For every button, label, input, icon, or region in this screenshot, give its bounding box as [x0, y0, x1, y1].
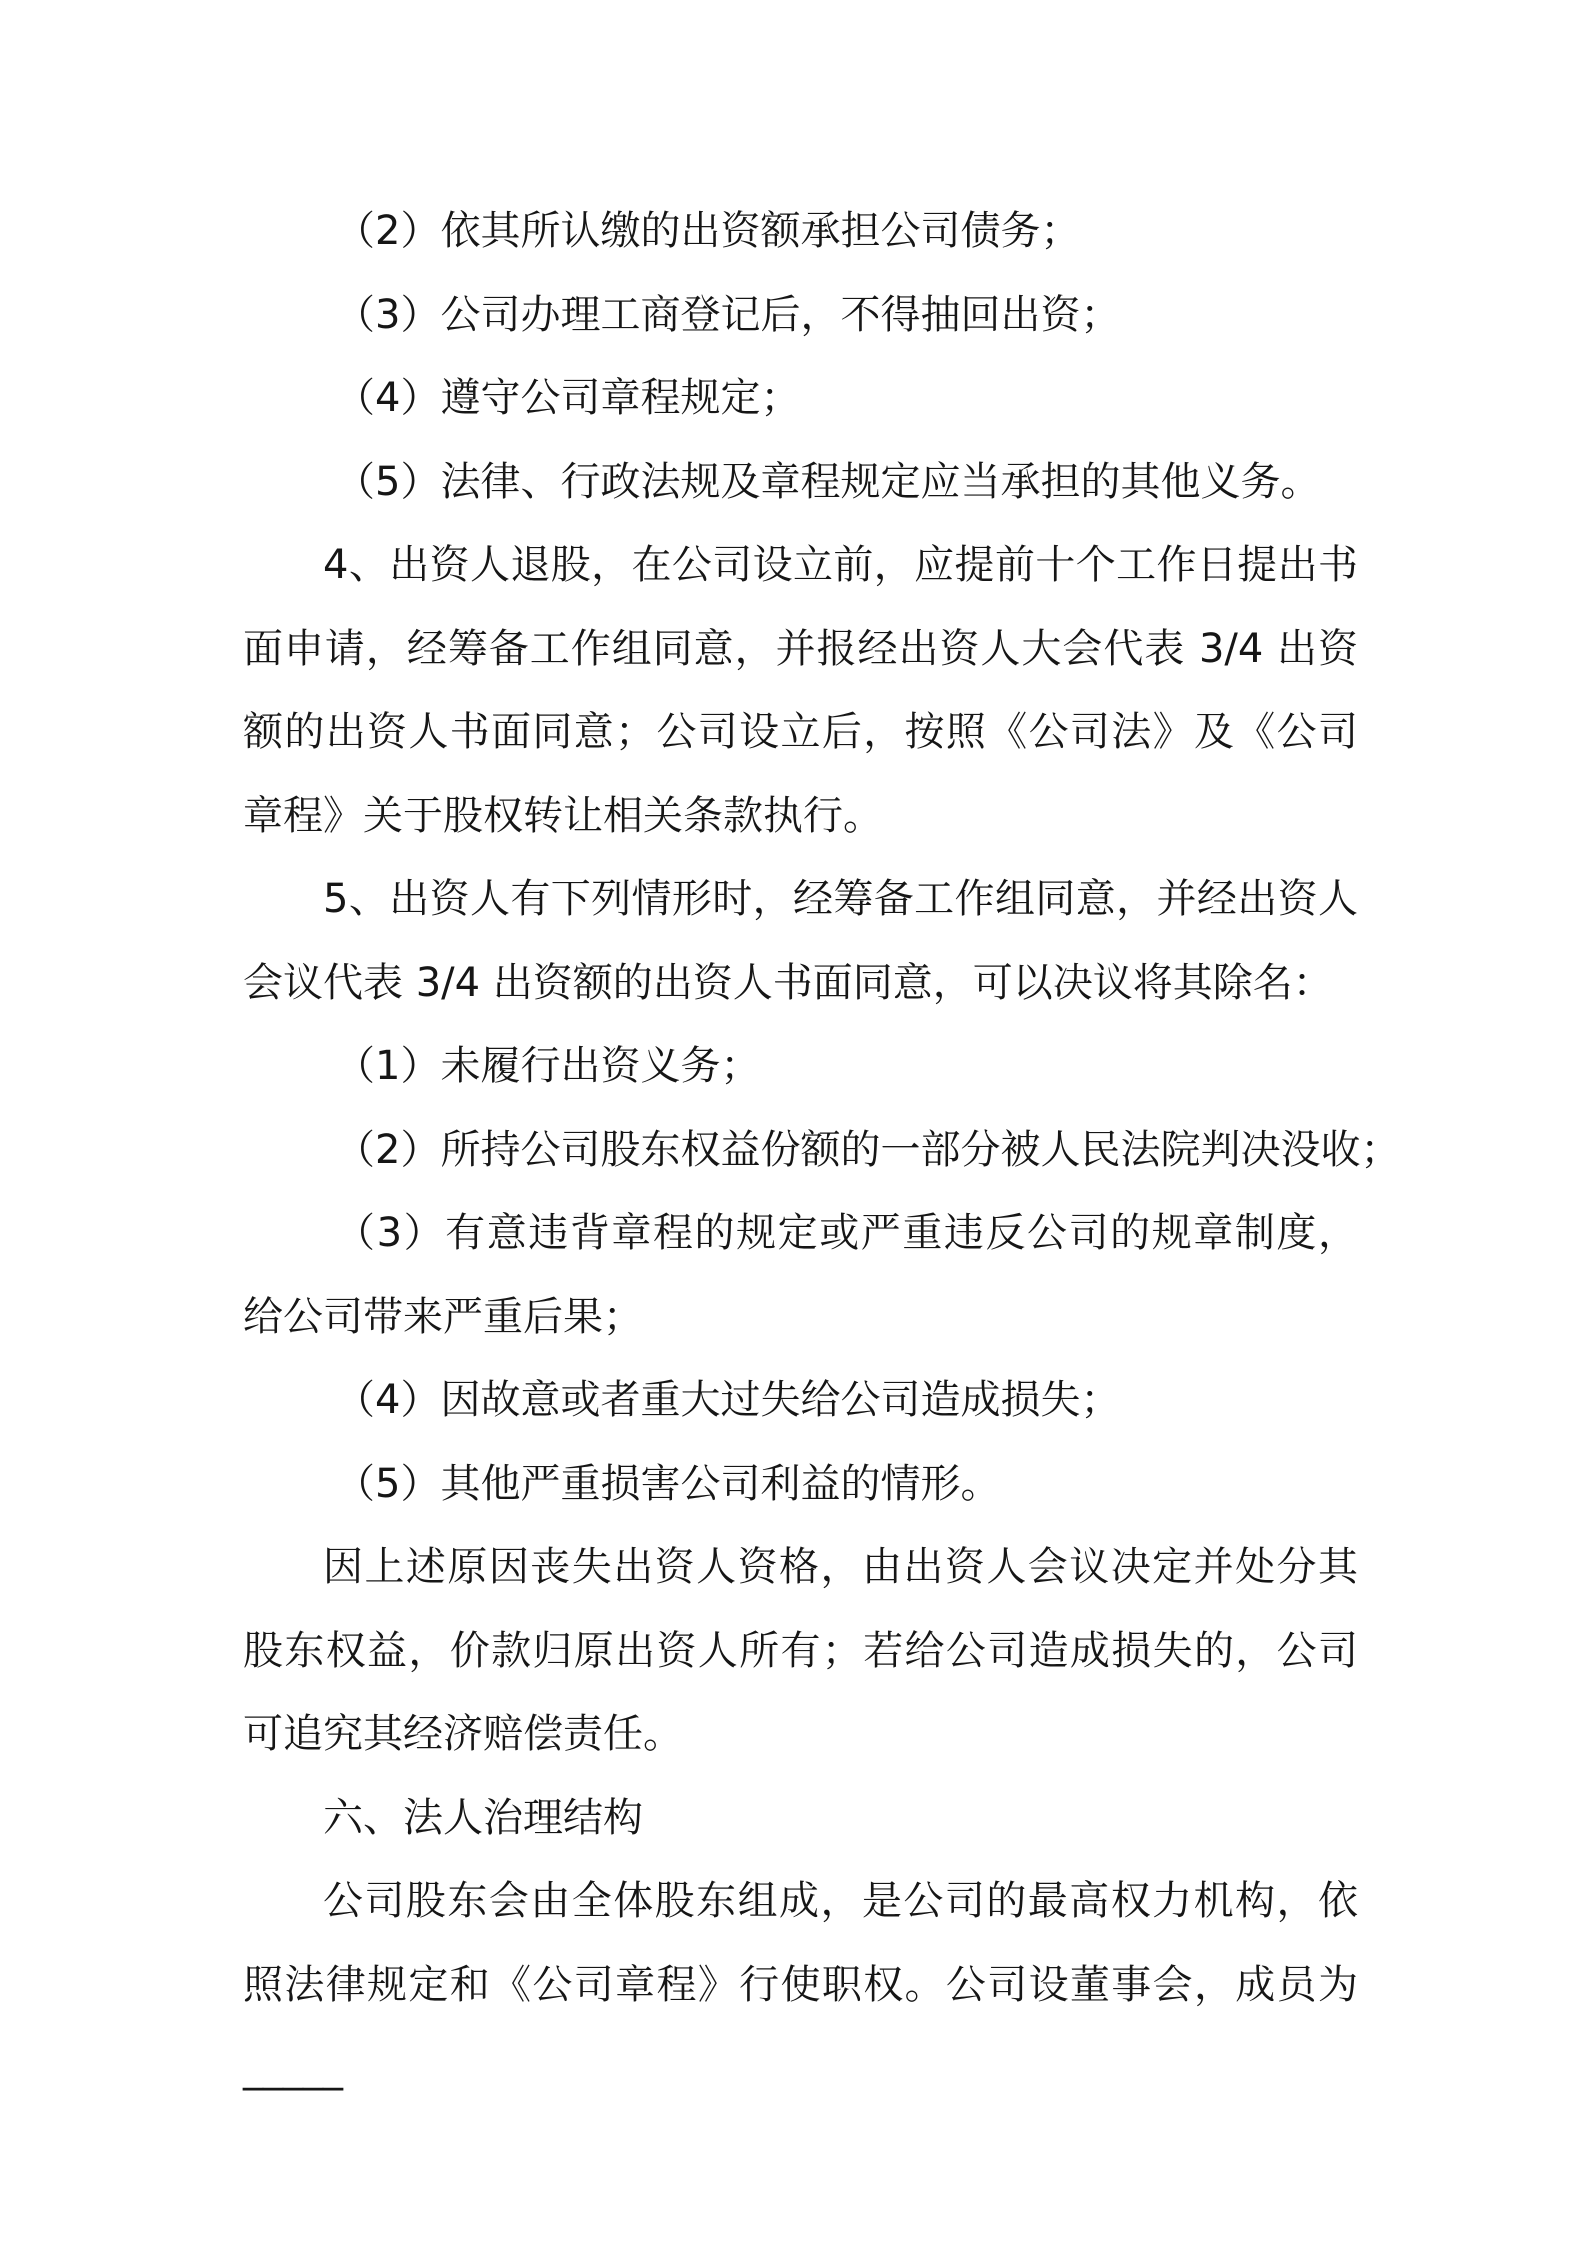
document-body: [243, 190, 1401, 2111]
obligation-item-2: （2）依其所认缴的出资额承担公司债务；: [335, 208, 1081, 254]
removal-item-2: （2）所持公司股东权益份额的一部分被人民法院判决没收；: [335, 1126, 1401, 1173]
obligation-item-3: （3）公司办理工商登记后，不得抽回出资；: [335, 291, 1121, 338]
removal-item-3: （3）有意违背章程的规定或严重违反公司的规章制度，给公司带来严重后果；: [243, 1210, 1358, 1340]
removal-item-1: （1）未履行出资义务；: [335, 1043, 761, 1089]
obligation-item-4: （4）遵守公司章程规定；: [335, 375, 801, 421]
disqualification-paragraph: 因上述原因丧失出资人资格，由出资人会议决定并处分其股东权益，价款归原出资人所有；若给公司造成损失的，公司可追究其经济赔偿责任。: [243, 1544, 1358, 1757]
obligation-item-5: （5）法律、行政法规及章程规定应当承担的其他义务。: [335, 458, 1321, 505]
removal-item-4: （4）因故意或者重大过失给公司造成损失；: [335, 1377, 1121, 1423]
section-heading-governance: 六、法人治理结构: [323, 1794, 643, 1841]
removal-clause: 5、出资人有下列情形时，经筹备工作组同意，并经出资人会议代表 3/4 出资额的出资人书面同意，可以决议将其除名：: [243, 876, 1358, 1006]
governance-paragraph: 公司股东会由全体股东组成，是公司的最高权力机构，依照法律规定和《公司章程》行使职权。公司设董事会，成员为_____: [243, 1878, 1358, 2091]
removal-item-5: （5）其他严重损害公司利益的情形。: [335, 1460, 1001, 1507]
withdrawal-clause: 4、出资人退股，在公司设立前，应提前十个工作日提出书面申请，经筹备工作组同意，并报经出资人大会代表 3/4 出资额的出资人书面同意；公司设立后，按照《公司法》及《公司章程》关于股权转让相关条款执行。: [243, 542, 1358, 839]
